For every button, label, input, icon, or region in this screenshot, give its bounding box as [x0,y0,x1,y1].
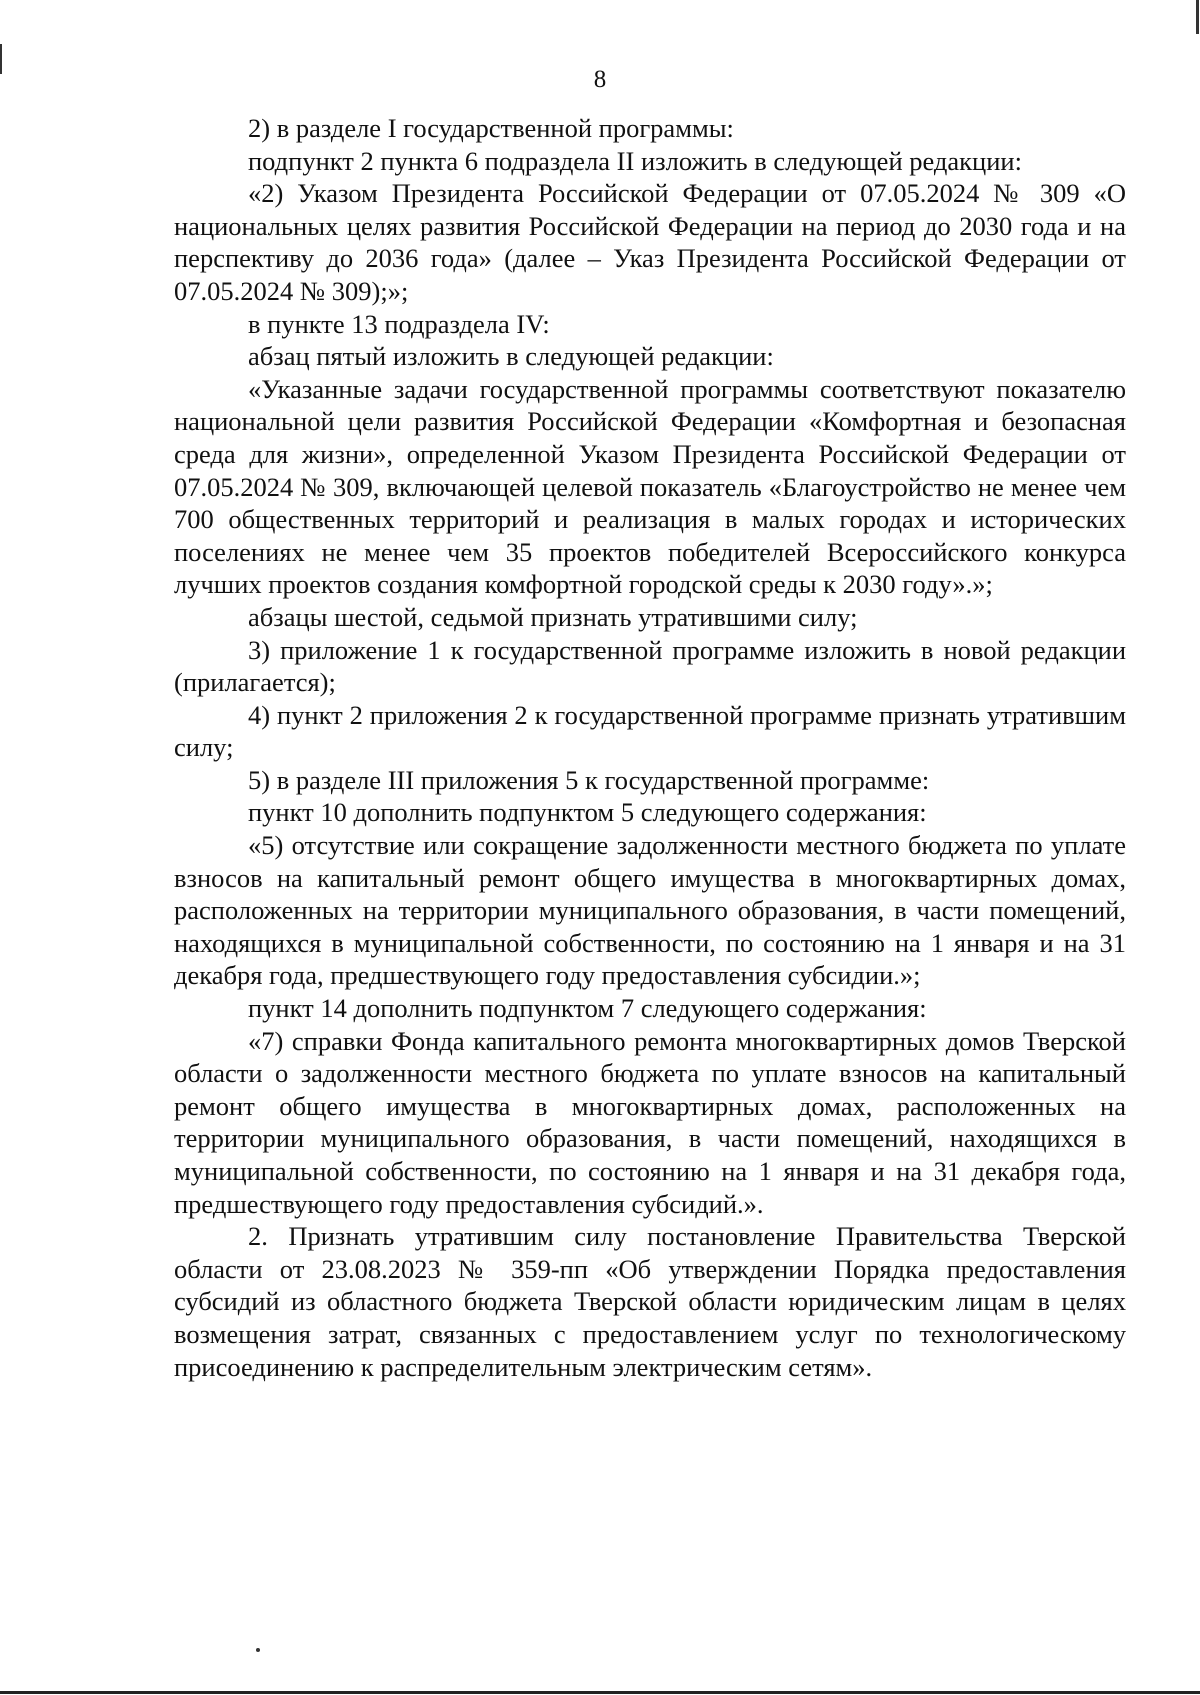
paragraph: подпункт 2 пункта 6 подраздела II изложить в следующей редакции: [248,145,1022,176]
paragraph: пункт 10 дополнить подпунктом 5 следующего содержания: [248,797,927,828]
paragraph: 3) приложение 1 к государственной программе изложить в новой редакции (прилагается); [174,634,1126,698]
paragraph: «7) справки Фонда капитального ремонта многоквартирных домов Тверской области о задолженности местного бюджета по уплате взносов на капитальный ремонт общего имущества в многоквартирных домах, расположенных на территории муниципального образования, в части помещений, находящихся в муниципальной собственности, по состоянию на 1 января и на 31 декабря года, предшествующего году предоставления субсидий.». [174,1025,1126,1219]
paragraph: «5) отсутствие или сокращение задолженности местного бюджета по уплате взносов на капитальный ремонт общего имущества в многоквартирных домах, расположенных на территории муниципального образования, в части помещений, находящихся в муниципальной собственности, по состоянию на 1 января и на 31 декабря года, предшествующего году предоставления субсидии.»; [174,830,1126,991]
paragraph: 5) в разделе III приложения 5 к государственной программе: [248,764,930,795]
paragraph: 4) пункт 2 приложения 2 к государственной программе признать утратившим силу; [174,699,1126,763]
paragraph: абзацы шестой, седьмой признать утратившими силу; [248,601,858,632]
paragraph: 2. Признать утратившим силу постановление Правительства Тверской области от 23.08.2023 № 359-пп «Об утверждении Порядка предоставления субсидий из областного бюджета Тверской области юридическим лицам в целях возмещения затрат, связанных с предоставлением услуг по технологическому присоединению к распределительным электрическим сетям». [174,1221,1126,1382]
page-number: 8 [593,66,607,93]
paragraph: «Указанные задачи государственной программы соответствуют показателю национальной цели развития Российской Федерации «Комфортная и безопасная среда для жизни», определенной Указом Президента Российской Федерации от 07.05.2024 № 309, включающей целевой показатель «Благоустройство не менее чем 700 общественных территорий и реализация в малых городах и исторических поселениях не менее чем 35 проектов победителей Всероссийского конкурса лучших проектов создания комфортной городской среды к 2030 году».»; [174,373,1126,600]
document-body [174,112,1126,1383]
scan-bottom-edge [0,1691,1200,1694]
paragraph: абзац пятый изложить в следующей редакции: [248,341,774,372]
paragraph: в пункте 13 подраздела IV: [248,308,550,339]
scan-dust-speck [256,1648,260,1652]
scan-edge-mark [1196,0,1199,34]
paragraph: 2) в разделе I государственной программы: [248,113,734,143]
paragraph: «2) Указом Президента Российской Федерации от 07.05.2024 № 309 «О национальных целях развития Российской Федерации на период до 2030 года и на перспективу до 2036 года» (далее – Указ Президента Российской Федерации от 07.05.2024 № 309);»; [174,178,1126,306]
paragraph: пункт 14 дополнить подпунктом 7 следующего содержания: [248,993,927,1024]
